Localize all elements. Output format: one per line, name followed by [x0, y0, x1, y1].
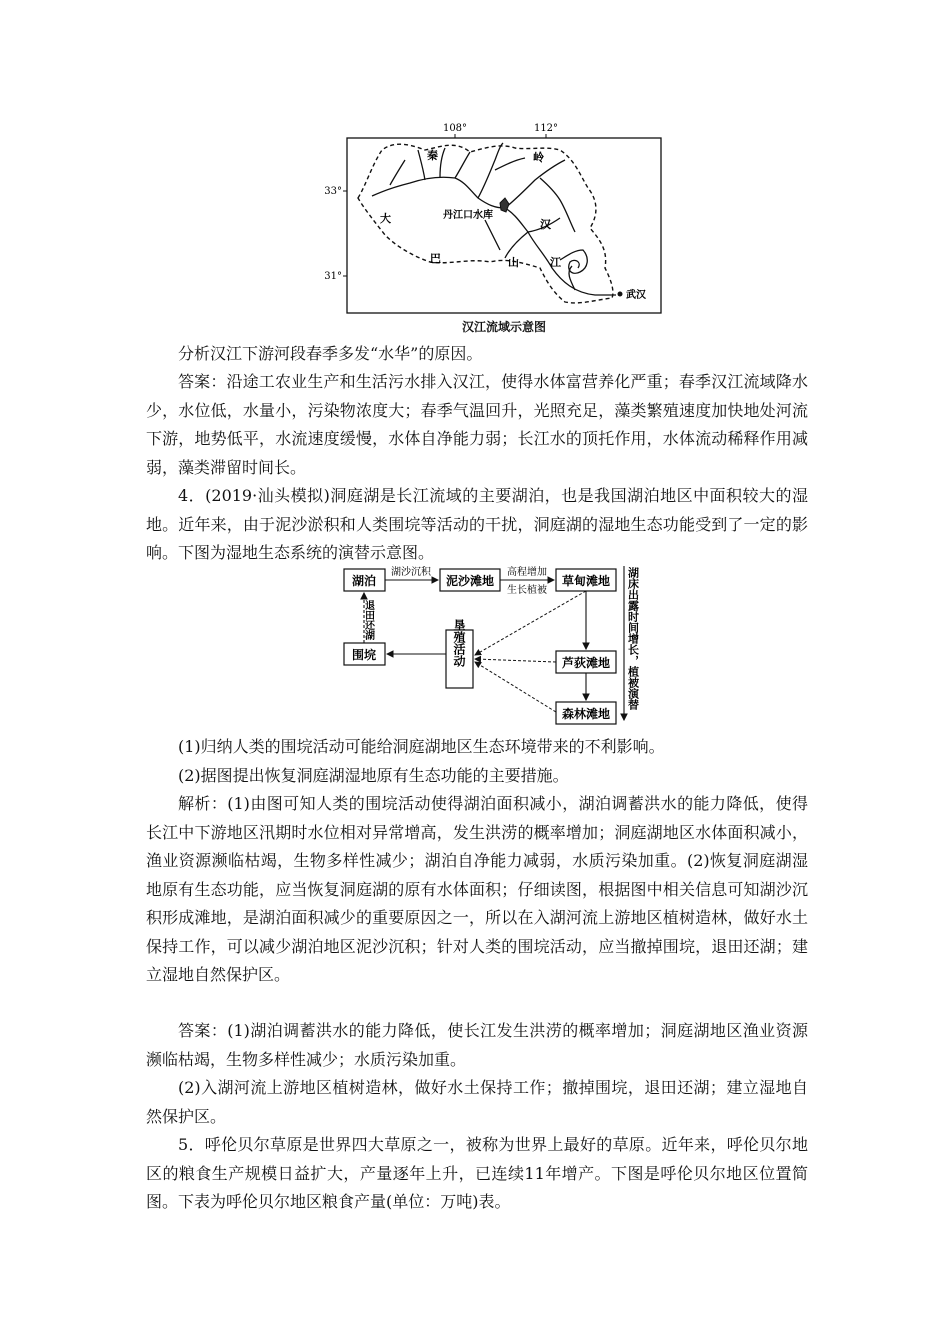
arrow-label-vegetation: 生长植被 — [507, 585, 547, 596]
label-qin: 秦 — [427, 149, 438, 162]
box-forestflat: 森林滩地 — [561, 707, 611, 721]
label-han: 汉 — [540, 218, 551, 231]
lon-label-112: 112° — [533, 123, 559, 134]
wuhan-dot — [618, 292, 623, 297]
arrow-label-elevation: 高程增加 — [507, 567, 547, 578]
q3-answer: 答案：沿途工农业生产和生活污水排入汉江，使得水体富营养化严重；春季汉江流域降水少，水位低，水量小，污染物浓度大；春季气温回升，光照充足，藻类繁殖速度加快地处河流下游，地势低平，水流速度缓慢，水体自净能力弱；长江水的顶托作用，水体流动稀释作用减弱，藻类滞留时间长。 — [146, 372, 808, 477]
label-ba: 巴 — [430, 252, 441, 265]
label-reservoir: 丹江口水库 — [443, 210, 493, 221]
q4-analysis: 解析：(1)由图可知人类的围垸活动使得湖泊面积减小，湖泊调蓄洪水的能力降低，使得长江中下游地区汛期时水位相对异常增高，发生洪涝的概率增加；洞庭湖地区水体面积减小，渔业资源濒临枯竭，生物多样性减少；湖泊自净能力减弱，水质污染加重。(2)恢复洞庭湖湿地原有生态功能，应当恢复洞庭湖的原有水体面积；仔细读图，根据图中相关信息可知湖沙沉积形成滩地，是湖泊面积减少的重要原因之一，所以在入湖河流上游地区植树造林，做好水土保持工作，可以减少湖泊地区泥沙沉积；针对人类的围垸活动，应当撤掉围垸，退田还湖；建立湿地自然保护区。 — [146, 794, 808, 984]
label-shan: 山 — [508, 256, 519, 269]
q4-answer2: (2)入湖河流上游地区植树造林，做好水土保持工作；撤掉围垸，退田还湖；建立湿地自然保护区。 — [146, 1078, 808, 1126]
river-network — [372, 143, 616, 295]
arrow-label-sediment: 湖沙沉积 — [391, 567, 431, 578]
box-grassflat: 草甸滩地 — [561, 574, 611, 588]
q4-answer1: 答案：(1)湖泊调蓄洪水的能力降低，使长江发生洪涝的概率增加；洞庭湖地区渔业资源濒临枯竭，生物多样性减少；水质污染加重。 — [146, 1021, 808, 1069]
hanjiang-basin-map — [324, 118, 670, 318]
q4-sub1: (1)归纳人类的围垸活动可能给洞庭湖地区生态环境带来的不利影响。 — [178, 737, 665, 756]
label-ling: 岭 — [533, 151, 544, 164]
label-jiang: 江 — [550, 256, 561, 269]
q4-sub2: (2)据图提出恢复洞庭湖湿地原有生态功能的主要措施。 — [178, 766, 569, 785]
basin-boundary — [358, 144, 613, 303]
side-label: 湖床出露时间增长，植被演替 — [626, 567, 640, 710]
lat-label-33: 33° — [324, 186, 342, 197]
box-reedflat: 芦荻滩地 — [561, 656, 611, 670]
box-lake: 湖泊 — [351, 574, 377, 588]
box-mudflat: 泥沙滩地 — [445, 574, 495, 588]
arrow-label-return: 退田还湖 — [362, 600, 374, 640]
succession-diagram — [335, 558, 650, 730]
map-caption: 汉江流域示意图 — [461, 320, 546, 334]
box-reclaim: 垦殖活动 — [452, 619, 466, 667]
label-da: 大 — [380, 212, 391, 225]
label-wuhan: 武汉 — [626, 290, 646, 301]
q3-prompt: 分析汉江下游河段春季多发“水华”的原因。 — [178, 344, 483, 363]
box-polder: 围垸 — [351, 648, 377, 662]
lon-label-108: 108° — [442, 123, 468, 134]
q5-stem: 5．呼伦贝尔草原是世界四大草原之一，被称为世界上最好的草原。近年来，呼伦贝尔地区的粮食生产规模日益扩大，产量逐年上升，已连续11年增产。下图是呼伦贝尔地区位置简图。下表为呼伦贝尔地区粮食产量(单位：万吨)表。 — [146, 1135, 808, 1211]
q4-stem: 4．(2019·汕头模拟)洞庭湖是长江流域的主要湖泊，也是我国湖泊地区中面积较大的湿地。近年来，由于泥沙淤积和人类围垸等活动的干扰，洞庭湖的湿地生态功能受到了一定的影响。下图为湿地生态系统的演替示意图。 — [146, 486, 808, 562]
lat-label-31: 31° — [324, 271, 342, 282]
